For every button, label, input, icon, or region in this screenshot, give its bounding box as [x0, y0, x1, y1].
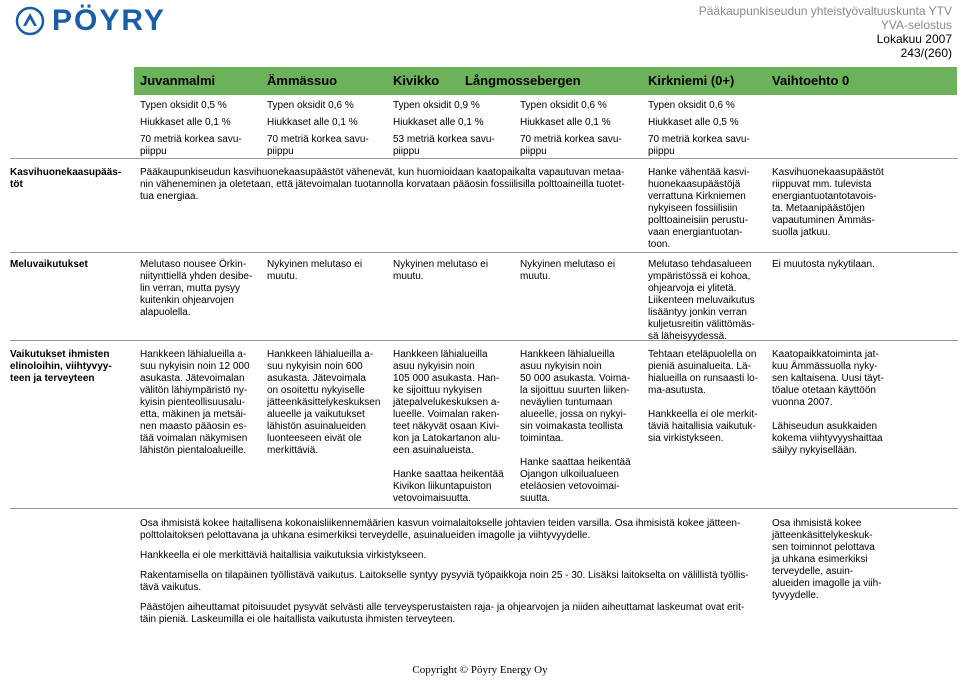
nox-kivikko: Typen oksidit 0,9 %	[393, 100, 480, 111]
stack-kirkniemi: 70 metriä korkea savu- piippu	[648, 134, 750, 157]
header-doc-type: YVA-selostus	[880, 18, 952, 32]
particles-ammassuo: Hiukkaset alle 0,1 %	[267, 117, 358, 128]
nox-juvanmalmi: Typen oksidit 0,5 %	[140, 100, 227, 111]
noise-juvanmalmi: Melutaso nousee Örkin- niitynttiellä yhden desibe- lin verran, mutta pysyy kuitenkin ohjearvojen alapuolella.	[140, 259, 253, 318]
row-label-greenhouse: Kasvihuonekaasupääs- töt	[10, 167, 122, 190]
header-organization: Pääkaupunkiseudun yhteistyövaltuuskunta YTV	[698, 4, 952, 18]
people-kivikko: Hankkeen lähialueilla asuu nykyisin noin 105 000 asukasta. Han- ke sijoittuu nykyisen jätepalvelukeskuksen a- lueelle. Voimalan raken- teet näkyvät osaan Kivi- kon ja Latokartanon alu- een asuinalueista. Hanke saattaa heikentää Kivikon liikuntapuiston vetovoimaisuutta.	[393, 349, 504, 504]
particles-juvanmalmi: Hiukkaset alle 0,1 %	[140, 117, 231, 128]
row-label-noise: Meluvaikutukset	[10, 259, 88, 270]
row-divider	[10, 252, 958, 253]
stack-langmossebergen: 70 metriä korkea savu- piippu	[520, 134, 622, 157]
noise-ammassuo: Nykyinen melutaso ei muutu.	[267, 259, 363, 282]
nox-ammassuo: Typen oksidit 0,6 %	[267, 100, 354, 111]
particles-kivikko: Hiukkaset alle 0,1 %	[393, 117, 484, 128]
people-ammassuo: Hankkeen lähialueilla a- suu nykyisin noin 600 asukasta. Jätevoimala on osoitettu nykyiselle jätteenkäsittelykeskuksen alueelle ja vaikutukset lähistön asuinalueiden luonteeseen eivät ole merkittäviä.	[267, 349, 381, 456]
people-shared-text	[140, 518, 760, 634]
column-header-juvanmalmi: Juvanmalmi	[140, 73, 216, 88]
greenhouse-vaihtoehto-0: Kasvihuonekaasupäästöt riippuvat mm. tulevista energiantuotantotavois- ta. Metaanipäästöjen vapautuminen Ämmäs- suolla jatkuu.	[772, 167, 884, 238]
shared-paragraph-traffic: Osa ihmisistä kokee haitallisena kokonaisliikennemäärien kasvun voimalaitokselle johtavien teiden varsilla. Osa ihmisistä kokee jätteen- polttolaitoksen pelottavana ja uhkana esimerkiksi terveydelle, asuinalueiden imagolle ja viihtyvyydelle.	[140, 518, 741, 541]
shared-paragraph-emissions: Päästöjen aiheuttamat pitoisuudet pysyvät selvästi alle terveysperustaisten raja- ja ohjearvojen ja niiden aiheuttamat laskeumat ovat erit- täin pieniä. Laskeumilla ei ole haitallista vaikutusta ihmisten terveyteen.	[140, 602, 745, 625]
column-header-kivikko: Kivikko	[393, 73, 440, 88]
column-header-kirkniemi: Kirkniemi (0+)	[648, 73, 735, 88]
noise-vaihtoehto-0: Ei muutosta nykytilaan.	[772, 259, 875, 270]
copyright-footer: Copyright © Pöyry Energy Oy	[412, 664, 548, 676]
column-header-ammassuo: Ämmässuo	[267, 73, 338, 88]
greenhouse-kirkniemi: Hanke vähentää kasvi- huonekaasupäästöjä verrattuna Kirkniemen nykyiseen fossiilisiin polttoaineisiin perustu- vaan energiantuotan- toon.	[648, 167, 750, 250]
row-divider	[10, 340, 958, 341]
particles-langmossebergen: Hiukkaset alle 0,1 %	[520, 117, 611, 128]
people-kirkniemi: Tehtaan eteläpuolella on pieniä asuinalueita. Lä- hialueilla on runsaasti lo- ma-asutusta. Hankkeella ei ole merkit- täviä haitallisia vaikutuk- sia virkistykseen.	[648, 349, 759, 444]
column-header-vaihtoehto-0: Vaihtoehto 0	[772, 73, 850, 88]
particles-kirkniemi: Hiukkaset alle 0,5 %	[648, 117, 739, 128]
logo-text: PÖYRY	[52, 4, 166, 37]
bottom-vaihtoehto-0: Osa ihmisistä kokee jätteenkäsittelykeskuk- sen toiminnot pelottava ja uhkana esimerkiksi terveydelle, asuin- alueiden imagolle ja viih- tyvyydelle.	[772, 518, 882, 601]
shared-paragraph-employment: Rakentamisella on tilapäinen työllistävä vaikutus. Laitokselle syntyy pysyviä työpaikkoja noin 25 - 30. Lisäksi laitokselta on välillistä työllis- tävä vaikutus.	[140, 570, 749, 593]
noise-langmossebergen: Nykyinen melutaso ei muutu.	[520, 259, 616, 282]
people-juvanmalmi: Hankkeen lähialueilla a- suu nykyisin noin 12 000 asukasta. Jätevoimalan välitön lähiympäristö ny- kyisin pienteollisuusalu- etta, mäkinen ja metsäi- nen maasto pääosin es- tää voimalan näkymisen lähistön pientaloalueille.	[140, 349, 250, 456]
row-divider	[10, 508, 958, 509]
row-label-people: Vaikutukset ihmisten elinoloihin, viihtyvyy- teen ja terveyteen	[10, 349, 112, 384]
row-divider	[10, 158, 958, 159]
people-vaihtoehto-0: Kaatopaikkatoiminta jat- kuu Ämmässuolla nyky- sen kaltaisena. Uusi täyt- töalue otetaan käyttöön vuonna 2007. Lähiseudun asukkaiden kokema viihtyvyyshaittaa säilyy nykyisellään.	[772, 349, 884, 456]
header-date: Lokakuu 2007	[876, 32, 952, 46]
shared-paragraph-recreation: Hankkeella ei ole merkittäviä haitallisia vaikutuksia virkistykseen.	[140, 550, 427, 561]
column-header-langmossebergen: Långmossebergen	[465, 73, 581, 88]
nox-langmossebergen: Typen oksidit 0,6 %	[520, 100, 607, 111]
header-page-number: 243/(260)	[900, 46, 952, 60]
stack-juvanmalmi: 70 metriä korkea savu- piippu	[140, 134, 242, 157]
poyry-logo	[14, 6, 166, 36]
stack-kivikko: 53 metriä korkea savu- piippu	[393, 134, 495, 157]
noise-kirkniemi: Melutaso tehdasalueen ympäristössä ei kohoa, ohjearvoja ei ylitetä. Liikenteen meluvaikutus lisääntyy jonkin verran kuljetusreitin välittömäs- sä läheisyydessä.	[648, 259, 755, 342]
document-header	[699, 4, 952, 60]
people-langmossebergen: Hankkeen lähialueilla asuu nykyisin noin 50 000 asukasta. Voima- la sijoittuu suurten liiken- neväylien tuntumaan alueelle, jossa on nykyi- sin voimakasta teollista toimintaa. Hanke saattaa heikentää Ojangon ulkoilualueen eteläosien vetovoimai- suutta.	[520, 349, 631, 504]
noise-kivikko: Nykyinen melutaso ei muutu.	[393, 259, 489, 282]
nox-kirkniemi: Typen oksidit 0,6 %	[648, 100, 735, 111]
stack-ammassuo: 70 metriä korkea savu- piippu	[267, 134, 369, 157]
poyry-logo-icon	[14, 6, 46, 36]
greenhouse-shared-text: Pääkaupunkiseudun kasvihuonekaasupäästöt vähenevät, kun huomioidaan kaatopaikalta vapautuvan metaa- nin väheneminen ja oletetaan, että jätevoimalan tuotannolla korvataan pääosin fossiilisilla polttoaineilla tuotet- tua energiaa.	[140, 167, 625, 202]
